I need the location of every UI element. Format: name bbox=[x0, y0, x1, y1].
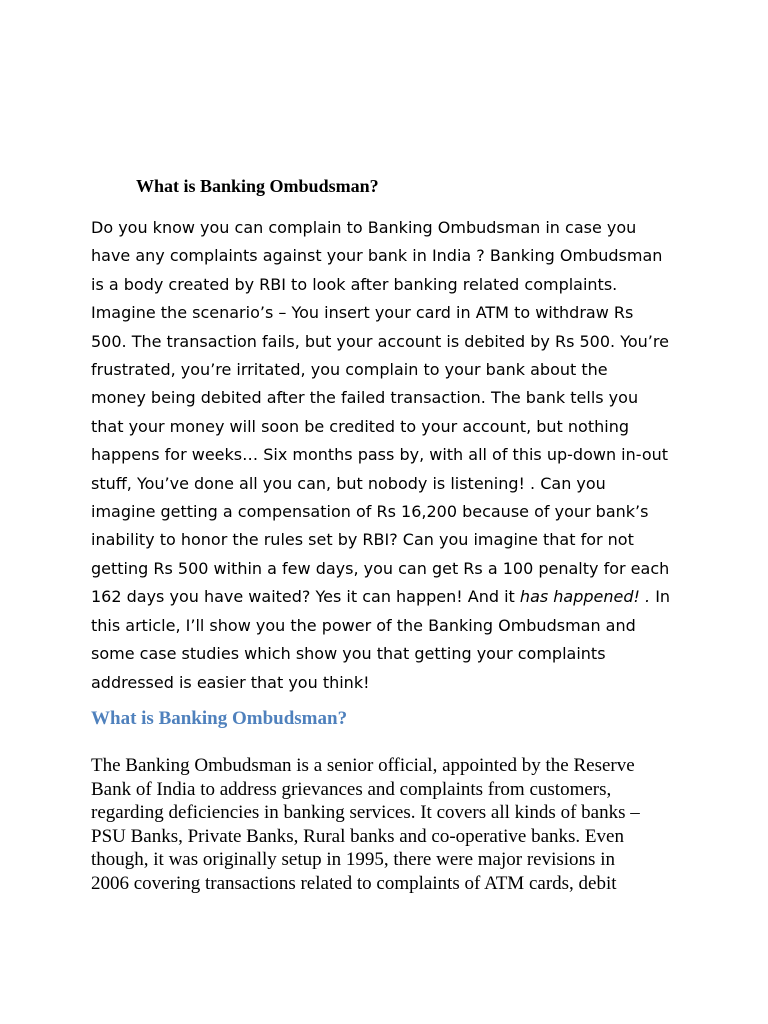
intro-line: happens for weeks… Six months pass by, with all of this up-down in-out bbox=[91, 445, 669, 465]
intro-line: imagine getting a compensation of Rs 16,200 because of your bank’s bbox=[91, 502, 649, 522]
intro-line-start: 162 days you have waited? Yes it can happen! And it bbox=[91, 587, 520, 607]
section-paragraph bbox=[91, 754, 711, 895]
intro-line: Imagine the scenario’s – You insert your card in ATM to withdraw Rs bbox=[91, 303, 634, 323]
intro-paragraph bbox=[91, 214, 701, 697]
intro-line: is a body created by RBI to look after banking related complaints. bbox=[91, 274, 618, 294]
section-line: regarding deficiencies in banking services. It covers all kinds of banks – bbox=[91, 802, 640, 823]
intro-line: this article, I’ll show you the power of the Banking Ombudsman and bbox=[91, 615, 636, 635]
section-line: The Banking Ombudsman is a senior official, appointed by the Reserve bbox=[91, 755, 635, 776]
section-line: PSU Banks, Private Banks, Rural banks and co-operative banks. Even bbox=[91, 825, 624, 847]
intro-italic-emphasis: has happened! . bbox=[519, 587, 651, 607]
intro-line: have any complaints against your bank in India ? Banking Ombudsman bbox=[91, 246, 663, 266]
section-line: Bank of India to address grievances and complaints from customers, bbox=[91, 778, 612, 800]
section-line: though, it was originally setup in 1995, there were major revisions in bbox=[91, 849, 615, 870]
intro-line: money being debited after the failed transaction. The bank tells you bbox=[91, 388, 639, 408]
intro-line: that your money will soon be credited to your account, but nothing bbox=[91, 416, 629, 436]
intro-line: Do you know you can complain to Banking Ombudsman in case you bbox=[91, 218, 637, 237]
intro-line: 500. The transaction fails, but your account is debited by Rs 500. You’re bbox=[91, 331, 669, 351]
intro-line: some case studies which show you that getting your complaints bbox=[91, 644, 606, 664]
intro-line: inability to honor the rules set by RBI? Can you imagine that for not bbox=[91, 530, 634, 550]
section-heading: What is Banking Ombudsman? bbox=[91, 708, 348, 729]
intro-line: stuff, You’ve done all you can, but nobody is listening! . Can you bbox=[91, 473, 606, 493]
intro-line: frustrated, you’re irritated, you complain to your bank about the bbox=[91, 360, 608, 380]
page-title: What is Banking Ombudsman? bbox=[136, 176, 379, 196]
intro-line-end: In bbox=[650, 587, 671, 607]
section-line: 2006 covering transactions related to complaints of ATM cards, debit bbox=[91, 872, 617, 894]
intro-line-mixed bbox=[91, 583, 701, 611]
intro-line: addressed is easier that you think! bbox=[91, 672, 370, 692]
intro-line: getting Rs 500 within a few days, you can get Rs a 100 penalty for each bbox=[91, 558, 670, 578]
